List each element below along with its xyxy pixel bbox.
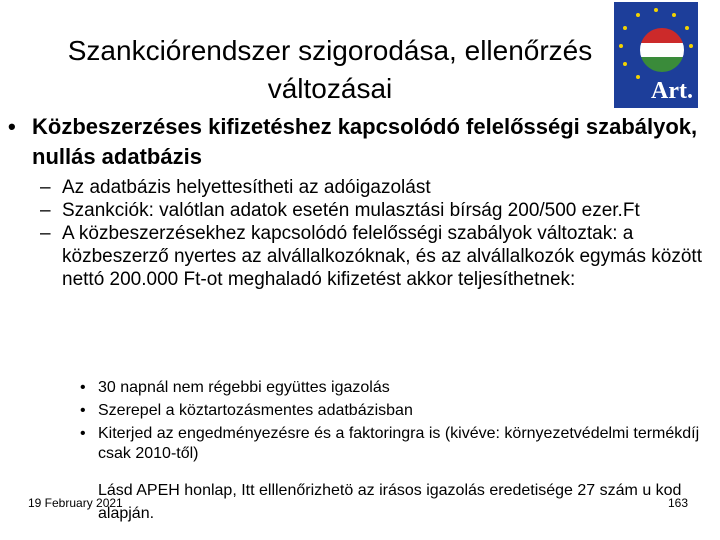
list-item-text: Kiterjed az engedményezésre és a faktoringra is (kivéve: környezetvédelmi termékdíj csak 2010-től)	[98, 425, 700, 462]
list-item-text: Szerepel a köztartozásmentes adatbázisban	[98, 402, 413, 419]
bullet-icon: •	[80, 379, 86, 396]
subsub-list	[80, 378, 716, 467]
slide-title: Szankciórendszer szigorodása, ellenőrzés változásai	[67, 35, 593, 104]
list-item	[40, 176, 712, 199]
list-item-text: Szankciók: valótlan adatok esetén mulasztási bírság 200/500 ezer.Ft	[62, 200, 640, 221]
bullet-icon: •	[80, 425, 86, 442]
main-bullet	[8, 112, 708, 172]
list-item	[80, 401, 716, 421]
dash-icon: –	[40, 200, 51, 221]
logo-text: Art.	[651, 78, 693, 104]
list-item-text: A közbeszerzésekhez kapcsolódó felelősségi szabályok változtak: a közbeszerző nyertes az alvállalkozóknak, és az alvállalkozók egymás között nettó 200.000 Ft-ot meghaladó kifizetést akkor teljesíthetnek:	[62, 223, 702, 290]
bullet-icon: •	[80, 402, 86, 419]
eu-hungary-flag-logo	[614, 2, 698, 108]
bullet-icon: •	[8, 114, 16, 139]
footer-date: 19 February 2021	[28, 496, 123, 510]
sub-list	[40, 176, 712, 291]
page-number: 163	[668, 496, 689, 510]
note-text: Lásd APEH honlap, Itt elllenőrizhetö az irásos igazolás eredetisége 27 szám u kod alapján.	[98, 482, 682, 522]
list-item	[40, 222, 712, 291]
dash-icon: –	[40, 177, 51, 198]
list-item	[40, 199, 712, 222]
dash-icon: –	[40, 223, 51, 244]
list-item-text: Az adatbázis helyettesítheti az adóigazolást	[62, 177, 431, 198]
list-item-text: 30 napnál nem régebbi együttes igazolás	[98, 379, 390, 396]
list-item	[80, 424, 716, 464]
main-bullet-text: Közbeszerzéses kifizetéshez kapcsolódó felelősségi szabályok, nullás adatbázis	[32, 114, 698, 169]
list-item	[80, 378, 716, 398]
